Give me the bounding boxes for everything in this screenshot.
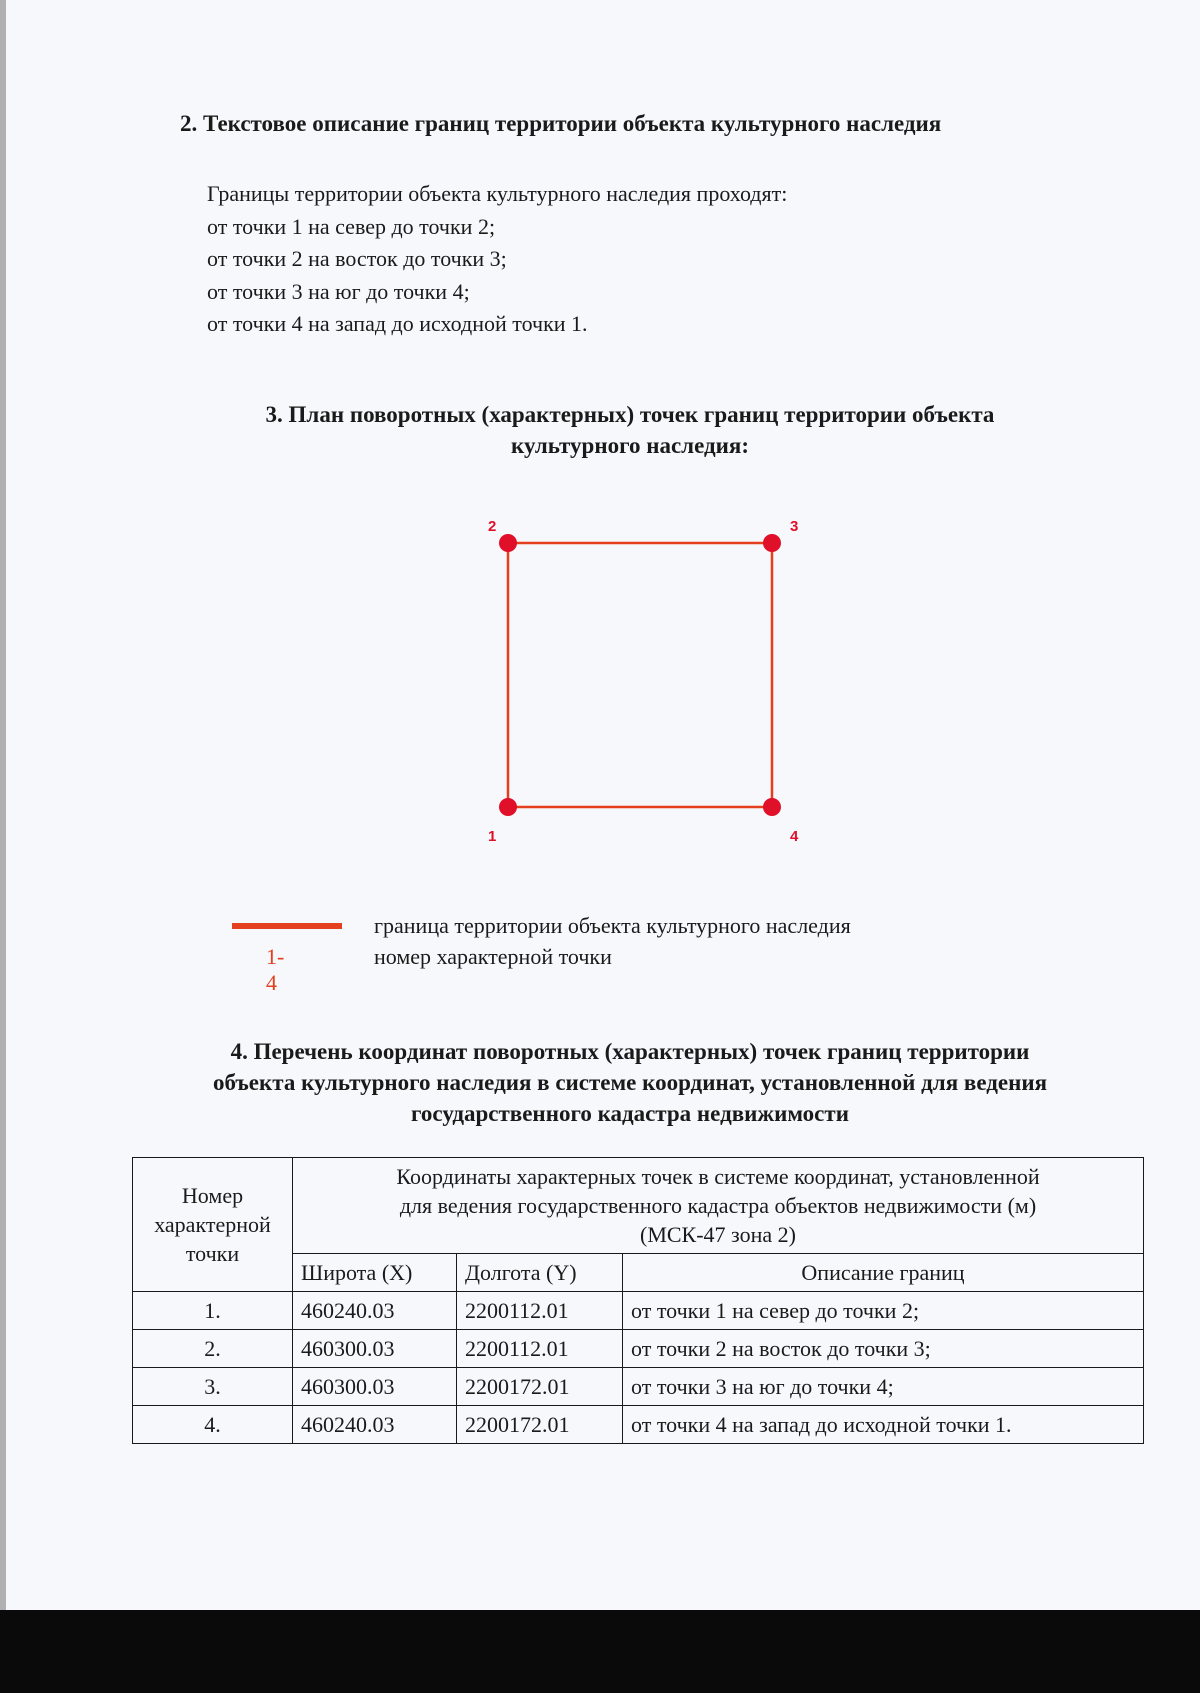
description-line: Границы территории объекта культурного наследия проходят: [207, 181, 788, 206]
cell-description: от точки 1 на север до точки 2; [623, 1292, 1144, 1330]
description-line: от точки 2 на восток до точки 3; [207, 246, 507, 271]
boundary-point-label: 2 [488, 518, 497, 535]
boundary-point-label: 4 [790, 828, 799, 845]
boundary-point-label: 3 [790, 518, 799, 535]
legend-point-code: 1-4 [266, 944, 285, 995]
cell-latitude: 460300.03 [293, 1330, 457, 1368]
cell-longitude: 2200172.01 [457, 1406, 623, 1444]
section2-title: 2. Текстовое описание границ территории объекта культурного наследия [180, 111, 942, 136]
cell-number: 2. [133, 1330, 293, 1368]
section4-title-line2: объекта культурного наследия в системе координат, установленной для ведения [212, 1070, 1048, 1095]
description-line: от точки 4 на запад до исходной точки 1. [207, 311, 588, 336]
section3-title-line1: 3. План поворотных (характерных) точек границ территории объекта [265, 402, 995, 427]
scan-edge [0, 0, 6, 1610]
description-line: от точки 1 на север до точки 2; [207, 213, 496, 239]
cell-description: от точки 3 на юг до точки 4; [623, 1368, 1144, 1406]
table-row [133, 1368, 1144, 1406]
cell-longitude: 2200112.01 [457, 1330, 623, 1368]
table-row [133, 1292, 1144, 1330]
boundary-point-label: 1 [488, 828, 497, 845]
boundary-point-marker [499, 534, 517, 552]
table-row [133, 1406, 1144, 1444]
legend-point-text: номер характерной точки [374, 944, 612, 969]
cell-longitude: 2200112.01 [457, 1292, 623, 1330]
legend-boundary-text: граница территории объекта культурного наследия [374, 913, 851, 938]
section4-title [100, 1036, 1160, 1129]
table-header-row [133, 1158, 1144, 1254]
coordinates-table [132, 1157, 1144, 1444]
header-latitude: Широта (X) [293, 1254, 457, 1292]
cell-description: от точки 4 на запад до исходной точки 1. [623, 1406, 1144, 1444]
cell-number: 1. [133, 1292, 293, 1330]
header-description: Описание границ [623, 1254, 1144, 1292]
boundary-point-marker [499, 798, 517, 816]
header-coordinates: Координаты характерных точек в системе координат, установленной для ведения государственного кадастра объектов недвижимости (м) (МСК-47 зона 2) [293, 1158, 1144, 1254]
description-line: от точки 3 на юг до точки 4; [207, 278, 470, 304]
section4-title-line3: государственного кадастра недвижимости [411, 1101, 849, 1126]
header-point-number: Номер характерной точки [133, 1158, 293, 1292]
cell-latitude: 460240.03 [293, 1292, 457, 1330]
section3-title [150, 399, 1110, 461]
cell-longitude: 2200172.01 [457, 1368, 623, 1406]
header-longitude: Долгота (Y) [457, 1254, 623, 1292]
scan-bottom-edge [0, 1610, 1200, 1693]
cell-latitude: 460240.03 [293, 1406, 457, 1444]
cell-description: от точки 2 на восток до точки 3; [623, 1330, 1144, 1368]
section4-title-line1: 4. Перечень координат поворотных (характерных) точек границ территории [230, 1039, 1030, 1064]
table-row [133, 1330, 1144, 1368]
boundary-polygon [508, 543, 772, 807]
cell-number: 4. [133, 1406, 293, 1444]
boundary-line-swatch [232, 923, 342, 929]
cell-latitude: 460300.03 [293, 1368, 457, 1406]
section2-description [207, 178, 787, 341]
cell-number: 3. [133, 1368, 293, 1406]
boundary-plan [470, 505, 810, 865]
section3-title-line2: культурного наследия: [511, 433, 749, 458]
boundary-point-marker [763, 798, 781, 816]
boundary-point-marker [763, 534, 781, 552]
